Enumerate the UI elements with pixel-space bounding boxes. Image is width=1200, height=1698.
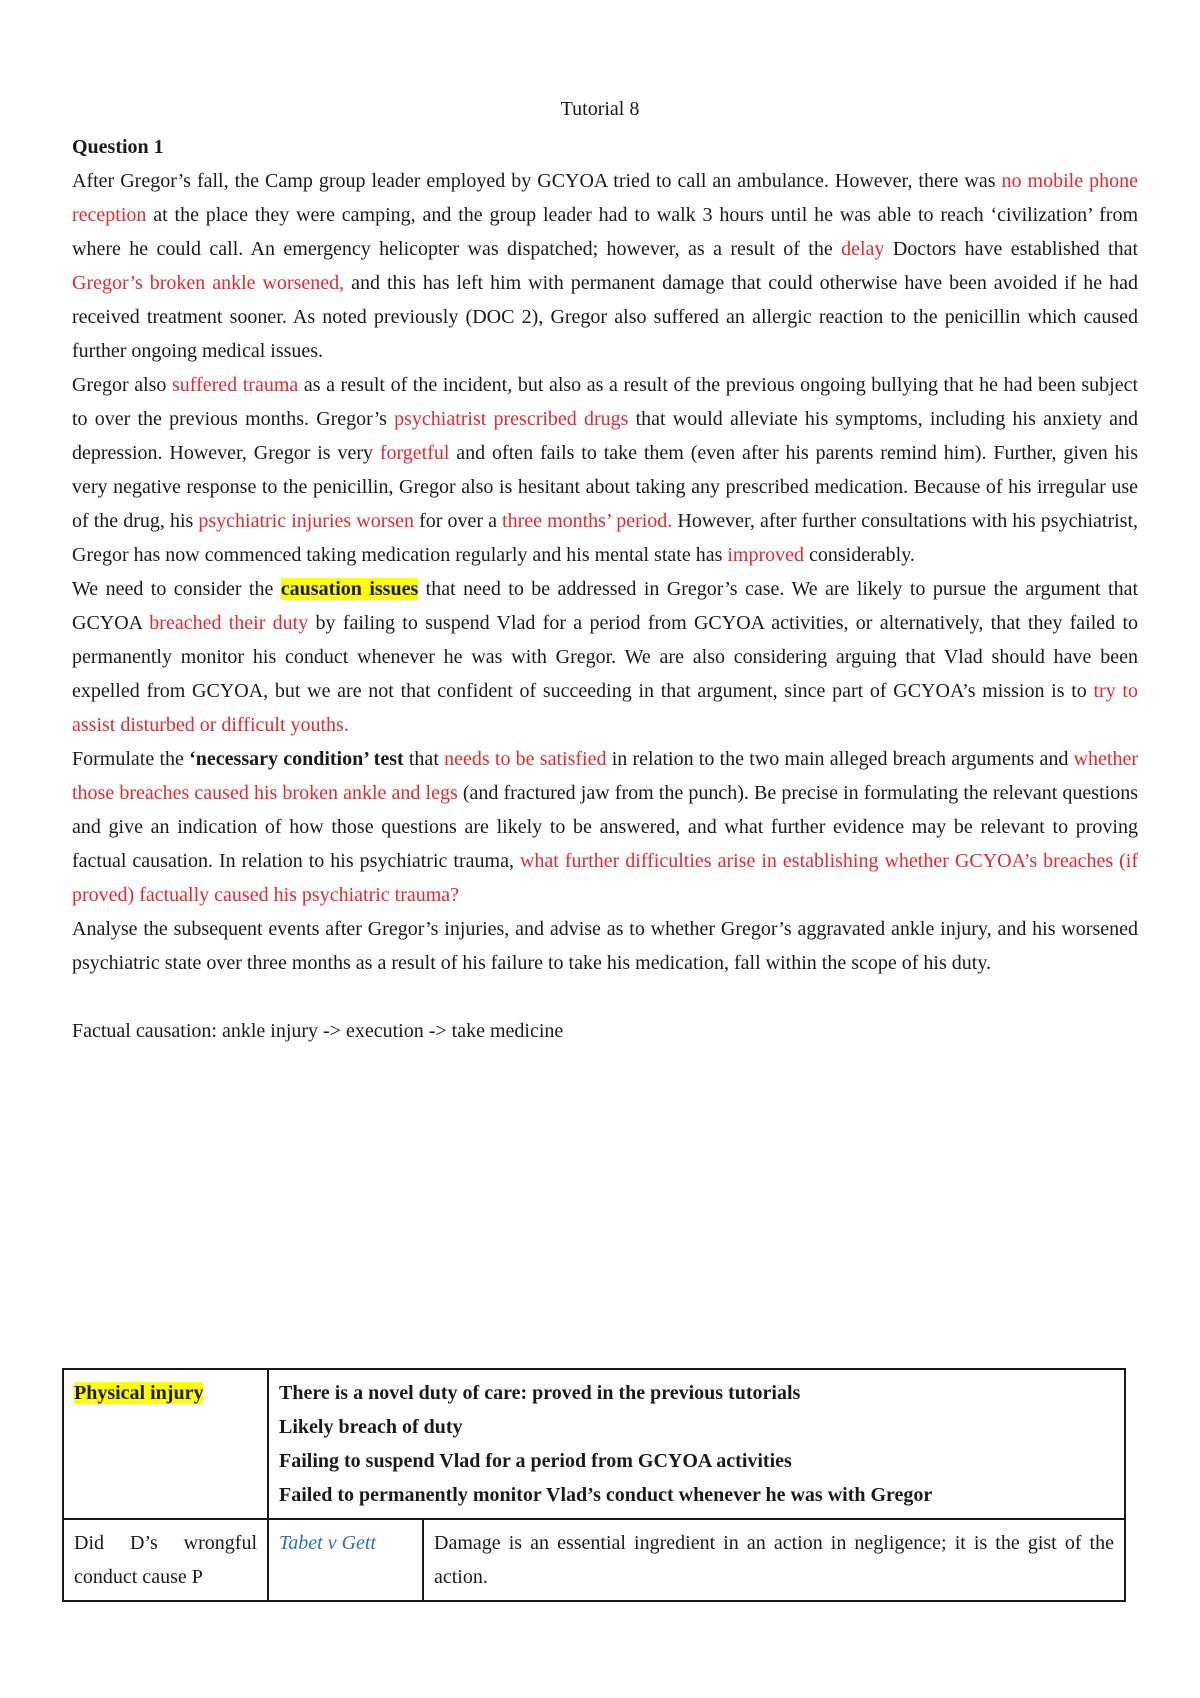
table-row [63, 1369, 1125, 1519]
text-run: and this has left him with permanent damage that could otherwise have been avoided if he had received treatment sooner. As noted previously (DOC 2), Gregor also suffered an allergic reaction to the penicillin which caused further ongoing medical issues. [72, 272, 1139, 362]
document-body [72, 130, 1138, 1048]
red-annotation: improved [727, 544, 805, 566]
table-cell: Damage is an essential ingredient in an action in negligence; it is the gist of the action. [423, 1519, 1125, 1601]
paragraph-4 [72, 742, 1138, 912]
red-annotation: psychiatric injuries worsen [198, 510, 415, 532]
text-run: After Gregor’s fall, the Camp group leader employed by GCYOA tried to call an ambulance. However, there was [72, 170, 1002, 192]
paragraph-3 [72, 572, 1138, 742]
bold-text: ‘necessary condition’ test [189, 748, 404, 770]
red-annotation: what further difficulties arise in establishing whether GCYOA’s breaches (if proved) factually caused his psychiatric trauma? [72, 850, 1139, 906]
highlighted-text: Physical injury [74, 1382, 204, 1404]
text-run: at the place they were camping, and the group leader had to walk 3 hours until he was able to reach ‘civilization’ from where he could call. An emergency helicopter was dispatched; however, as a result of the [72, 204, 1138, 260]
text-run: considerably. [804, 544, 915, 566]
causation-table [62, 1368, 1126, 1602]
red-annotation: needs to be satisfied [444, 748, 607, 770]
text-run: in relation to the two main alleged breach arguments and [606, 748, 1074, 770]
red-annotation: breached their duty [149, 612, 309, 634]
paragraph-5: Analyse the subsequent events after Gregor’s injuries, and advise as to whether Gregor’s aggravated ankle injury, and his worsened psychiatric state over three months as a result of his failure to take his medication, fall within the scope of his duty. [72, 918, 1138, 974]
red-annotation: Gregor’s broken ankle worsened, [72, 272, 345, 294]
red-annotation: forgetful [379, 442, 450, 464]
text-run: that [403, 748, 445, 770]
table-cell: Did D’s wrongful conduct cause P [63, 1519, 268, 1601]
text-run: Gregor also [72, 374, 173, 396]
list-item: There is a novel duty of care: proved in the previous tutorials [279, 1382, 801, 1404]
text-run: (and fractured jaw from the punch). Be precise in formulating the relevant questions and give an indication of how those questions are likely to be answered, and what further evidence may be relevant to proving factual causation. In relation to his psychiatric trauma, [72, 782, 1138, 872]
text-run: that need to be addressed in Gregor’s case. We are likely to pursue the argument that GCYOA [72, 578, 1139, 634]
question-heading: Question 1 [72, 136, 164, 158]
paragraph-6: Factual causation: ankle injury -> execution -> take medicine [72, 1020, 564, 1042]
text-run: We need to consider the [72, 578, 281, 600]
red-annotation: try to assist disturbed or difficult youths. [72, 680, 1138, 736]
text-run: as a result of the incident, but also as a result of the previous ongoing bullying that he had been subject to over the previous months. Gregor’s [72, 374, 1138, 430]
red-annotation: no mobile phone reception [72, 170, 1138, 226]
highlighted-text: causation issues [280, 578, 419, 600]
text-run: by failing to suspend Vlad for a period from GCYOA activities, or alternatively, that they failed to permanently monitor his conduct whenever he was with Gregor. We are also considering arguing that Vlad should have been expelled from GCYOA, but we are not that confident of succeeding in that argument, since part of GCYOA’s mission is to [72, 612, 1139, 702]
list-item: Failing to suspend Vlad for a period from GCYOA activities [279, 1450, 792, 1472]
red-annotation: suffered trauma [172, 374, 299, 396]
red-annotation: psychiatrist prescribed drugs [394, 408, 629, 430]
list-item: Likely breach of duty [279, 1416, 463, 1438]
red-annotation: whether those breaches caused his broken ankle and legs [72, 748, 1138, 804]
page-title: Tutorial 8 [560, 98, 640, 120]
table-cell [63, 1369, 268, 1519]
paragraph-2 [72, 368, 1138, 572]
text-run: for over a [414, 510, 503, 532]
table-cell [268, 1519, 423, 1601]
text-run: and often fails to take them (even after his parents remind him). Further, given his very negative response to the penicillin, Gregor also is hesitant about taking any prescribed medication. Because of his irregular use of the drug, his [72, 442, 1138, 532]
red-annotation: three months’ period. [502, 510, 673, 532]
red-annotation: delay [841, 238, 885, 260]
text-run: that would alleviate his symptoms, including his anxiety and depression. However, Gregor is very [72, 408, 1138, 464]
text-run: Doctors have established that [884, 238, 1138, 260]
list-item: Failed to permanently monitor Vlad’s conduct whenever he was with Gregor [279, 1484, 933, 1506]
paragraph-1 [72, 164, 1138, 368]
table-row [63, 1519, 1125, 1601]
table-cell [268, 1369, 1125, 1519]
case-citation: Tabet v Gett [279, 1532, 377, 1554]
text-run: Formulate the [72, 748, 190, 770]
text-run: However, after further consultations with his psychiatrist, Gregor has now commenced taking medication regularly and his mental state has [72, 510, 1138, 566]
